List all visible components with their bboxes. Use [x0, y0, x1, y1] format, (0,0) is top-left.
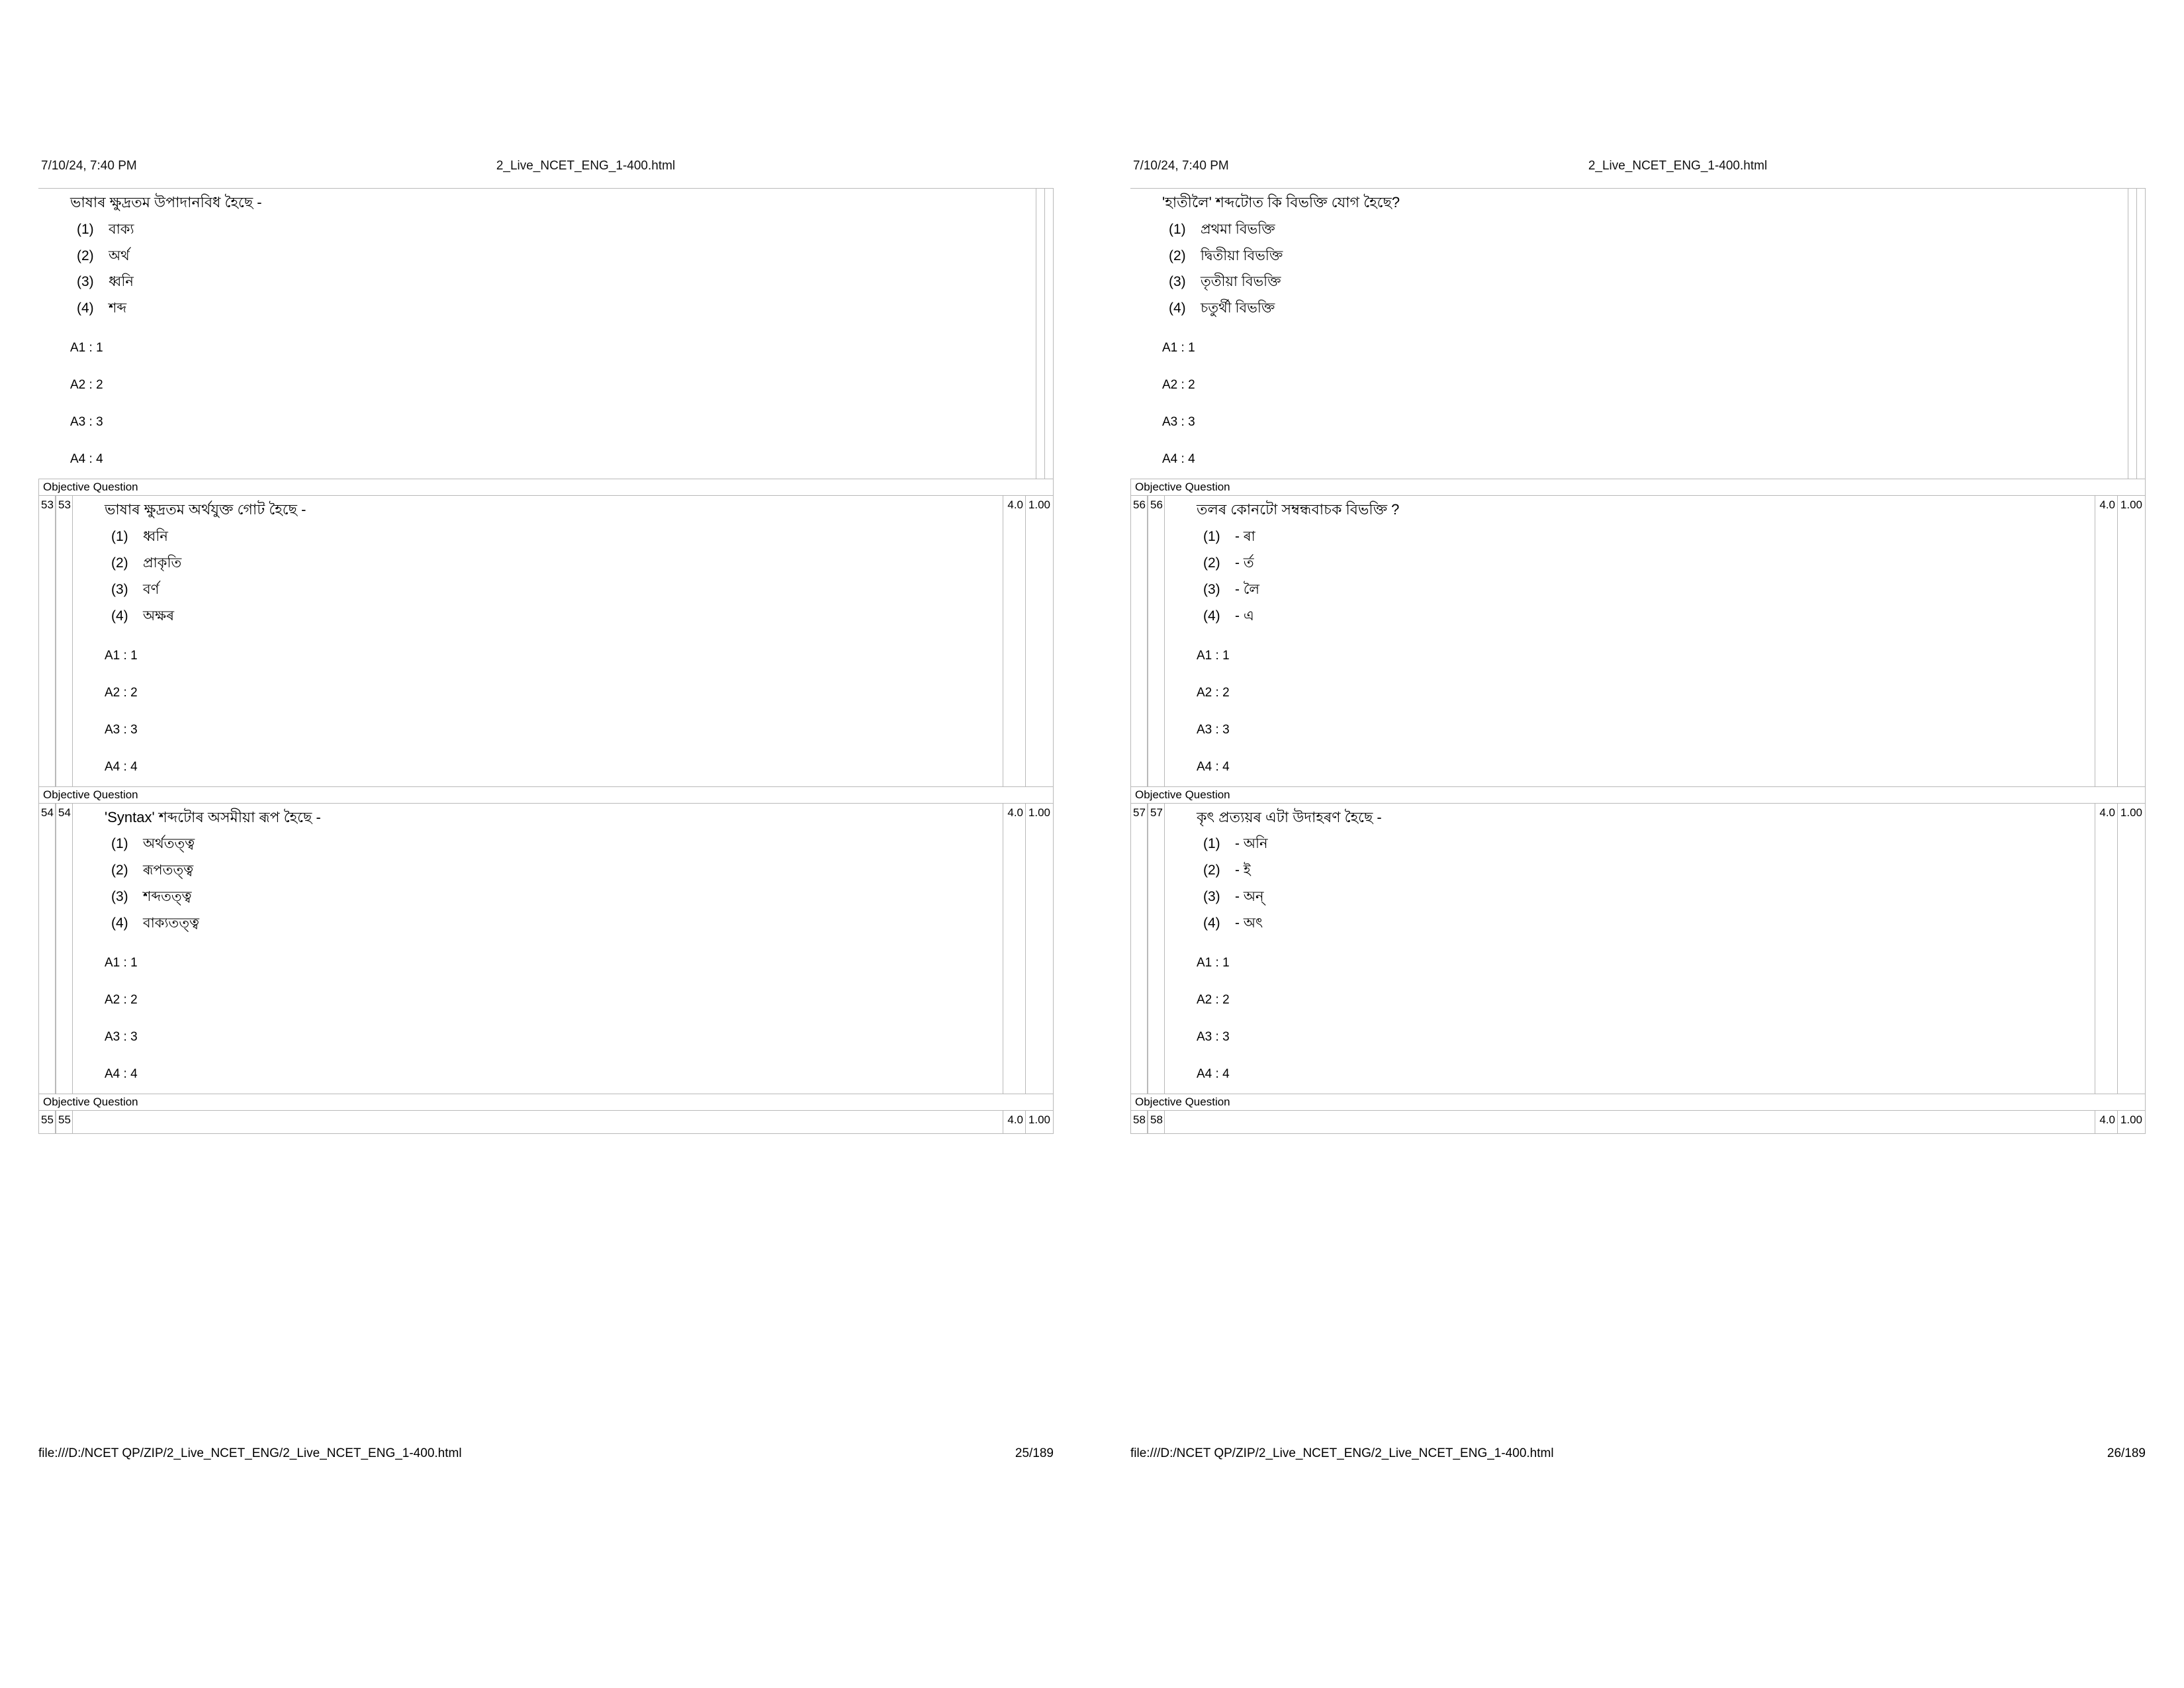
option-item[interactable] — [1169, 216, 2121, 243]
question-number-right: 55 — [56, 1111, 73, 1133]
option-text: - অন্ — [1235, 888, 1264, 904]
header-date: 7/10/24, 7:40 PM — [1133, 159, 1229, 173]
option-text: ধ্বনি — [143, 528, 168, 544]
option-index: (1) — [111, 836, 128, 852]
question-right-gutter-2 — [1045, 189, 1054, 479]
option-item[interactable] — [1203, 603, 2088, 630]
answer-item: A2 : 2 — [1197, 685, 1230, 700]
option-index: (3) — [77, 274, 94, 290]
option-text: চতুৰ্থী বিভক্তি — [1201, 301, 1275, 316]
option-index: (1) — [111, 528, 128, 544]
question-content — [1165, 496, 2095, 786]
option-list — [1203, 524, 2088, 630]
option-index: (1) — [1169, 221, 1186, 237]
option-item[interactable] — [1203, 884, 2088, 910]
question-block-55-stub — [38, 1111, 1054, 1134]
option-item[interactable] — [111, 910, 996, 937]
answer-item: A4 : 4 — [70, 452, 103, 467]
question-right-gutter-2 — [2137, 189, 2146, 479]
question-content — [73, 1111, 1003, 1133]
option-text: বাক্যতত্ত্ব — [143, 915, 200, 931]
question-text: তলৰ কোনটো সম্বন্ধবাচক বিভক্তি ? — [1197, 501, 1400, 518]
question-number-left: 57 — [1130, 804, 1148, 1094]
option-text: - অৎ — [1235, 915, 1263, 931]
objective-question-label: Objective Question — [38, 479, 1054, 496]
question-right-gutter — [1036, 189, 1045, 479]
answer-item: A3 : 3 — [105, 722, 138, 737]
answer-item: A3 : 3 — [1197, 722, 1230, 737]
option-list — [77, 216, 1029, 322]
answer-item: A2 : 2 — [105, 685, 138, 700]
question-marks: 4.0 — [2095, 496, 2118, 786]
page-header — [38, 159, 1054, 179]
option-text: ৰূপতত্ত্ব — [143, 863, 194, 878]
question-marks: 4.0 — [1003, 1111, 1026, 1133]
answer-item: A1 : 1 — [1197, 955, 1230, 970]
page-footers — [0, 1446, 2184, 1461]
option-index: (4) — [77, 301, 94, 316]
question-text: 'Syntax' শব্দটোৰ অসমীয়া ৰূপ হৈছে - — [105, 808, 321, 825]
option-item[interactable] — [111, 524, 996, 550]
answer-item: A4 : 4 — [105, 1066, 138, 1081]
page-footer-1 — [0, 1446, 1092, 1461]
answer-list — [1197, 649, 2088, 773]
answer-item: A1 : 1 — [70, 341, 103, 355]
option-index: (2) — [1203, 555, 1220, 571]
option-item[interactable] — [1203, 831, 2088, 857]
option-text: শব্দ — [109, 301, 127, 316]
answer-list — [1197, 957, 2088, 1080]
option-text: - এ — [1235, 608, 1254, 624]
question-number-right: 56 — [1148, 496, 1165, 786]
option-text: শব্দতত্ত্ব — [143, 888, 192, 904]
question-content — [1165, 1111, 2095, 1133]
option-text: - লৈ — [1235, 581, 1259, 597]
question-block-57 — [1130, 804, 2146, 1094]
option-text: দ্বিতীয়া বিভক্তি — [1201, 248, 1283, 263]
question-text: ভাষাৰ ক্ষুদ্ৰতম অৰ্থযুক্ত গোট হৈছে - — [105, 501, 306, 518]
option-item[interactable] — [1169, 295, 2121, 322]
option-text: - ৰ্ত — [1235, 555, 1254, 571]
question-block-top — [1130, 189, 2146, 479]
option-item[interactable] — [111, 831, 996, 857]
option-index: (2) — [111, 863, 128, 878]
question-number-right: 58 — [1148, 1111, 1165, 1133]
option-text: প্ৰথমা বিভক্তি — [1201, 221, 1275, 237]
answer-item: A2 : 2 — [1162, 378, 1195, 393]
question-number-left: 55 — [38, 1111, 56, 1133]
question-block-53 — [38, 496, 1054, 786]
option-item[interactable] — [1203, 577, 2088, 603]
question-content — [1165, 804, 2095, 1094]
answer-item: A1 : 1 — [105, 648, 138, 663]
option-text: অৰ্থ — [109, 248, 130, 263]
question-number-right: 57 — [1148, 804, 1165, 1094]
option-index: (1) — [77, 221, 94, 237]
question-block-56 — [1130, 496, 2146, 786]
answer-item: A3 : 3 — [105, 1029, 138, 1044]
question-marks: 4.0 — [2095, 804, 2118, 1094]
option-item[interactable] — [111, 550, 996, 577]
answer-item: A2 : 2 — [1197, 992, 1230, 1007]
option-index: (2) — [111, 555, 128, 571]
question-content — [1130, 189, 2128, 479]
option-index: (4) — [1169, 301, 1186, 316]
answer-item: A4 : 4 — [1197, 759, 1230, 774]
question-weight: 1.00 — [1026, 496, 1054, 786]
option-index: (2) — [1169, 248, 1186, 263]
answer-item: A4 : 4 — [105, 759, 138, 774]
answer-item: A1 : 1 — [1162, 341, 1195, 355]
option-text: - ৰা — [1235, 528, 1255, 544]
page-body — [38, 188, 1054, 1134]
footer-page-number: 26/189 — [2107, 1446, 2146, 1460]
page-header — [1130, 159, 2146, 179]
question-weight: 1.00 — [1026, 804, 1054, 1094]
question-number-left: 54 — [38, 804, 56, 1094]
question-text: 'হাতীলৈ' শব্দটোত কি বিভক্তি যোগ হৈছে? — [1162, 194, 1400, 211]
option-text: তৃতীয়া বিভক্তি — [1201, 274, 1281, 290]
option-index: (4) — [111, 915, 128, 931]
question-weight: 1.00 — [2118, 804, 2146, 1094]
question-weight: 1.00 — [2118, 496, 2146, 786]
option-text: প্ৰাকৃতি — [143, 555, 182, 571]
objective-question-label: Objective Question — [38, 787, 1054, 804]
question-block-top — [38, 189, 1054, 479]
question-text: ভাষাৰ ক্ষুদ্ৰতম উপাদানবিধ হৈছে - — [70, 194, 262, 211]
option-item[interactable] — [111, 603, 996, 630]
document-page-1 — [0, 159, 1092, 1134]
option-list — [1203, 831, 2088, 937]
answer-item: A2 : 2 — [105, 992, 138, 1007]
option-text: - অনি — [1235, 836, 1268, 852]
objective-question-label: Objective Question — [1130, 787, 2146, 804]
footer-page-number: 25/189 — [1015, 1446, 1054, 1460]
option-index: (2) — [77, 248, 94, 263]
option-text: - ই — [1235, 863, 1251, 878]
question-text: কৃৎ প্ৰত্যয়ৰ এটা উদাহৰণ হৈছে - — [1197, 808, 1382, 825]
question-content — [38, 189, 1036, 479]
question-number-right: 53 — [56, 496, 73, 786]
option-index: (4) — [1203, 608, 1220, 624]
option-index: (3) — [1169, 274, 1186, 290]
option-item[interactable] — [77, 216, 1029, 243]
option-item[interactable] — [1203, 550, 2088, 577]
option-index: (2) — [1203, 863, 1220, 878]
question-content — [73, 804, 1003, 1094]
page-body — [1130, 188, 2146, 1134]
option-index: (3) — [111, 581, 128, 597]
answer-item: A4 : 4 — [1162, 452, 1195, 467]
objective-question-label: Objective Question — [38, 1094, 1054, 1111]
option-index: (1) — [1203, 528, 1220, 544]
question-weight: 1.00 — [2118, 1111, 2146, 1133]
option-index: (4) — [111, 608, 128, 624]
option-item[interactable] — [1203, 910, 2088, 937]
question-number-left: 56 — [1130, 496, 1148, 786]
option-index: (3) — [1203, 888, 1220, 904]
page-footer-2 — [1092, 1446, 2184, 1461]
question-marks: 4.0 — [1003, 804, 1026, 1094]
answer-list — [105, 957, 996, 1080]
option-item[interactable] — [77, 269, 1029, 295]
answer-item: A3 : 3 — [70, 415, 103, 430]
question-block-54 — [38, 804, 1054, 1094]
question-number-left: 53 — [38, 496, 56, 786]
option-text: বাক্য — [109, 221, 134, 237]
objective-question-label: Objective Question — [1130, 1094, 2146, 1111]
option-item[interactable] — [111, 884, 996, 910]
option-item[interactable] — [1203, 857, 2088, 884]
option-item[interactable] — [1203, 524, 2088, 550]
answer-item: A3 : 3 — [1197, 1029, 1230, 1044]
question-marks: 4.0 — [1003, 496, 1026, 786]
option-list — [1169, 216, 2121, 322]
header-title: 2_Live_NCET_ENG_1-400.html — [496, 159, 676, 173]
footer-file-path: file:///D:/NCET QP/ZIP/2_Live_NCET_ENG/2_Live_NCET_ENG_1-400.html — [38, 1446, 462, 1460]
option-text: বৰ্ণ — [143, 581, 159, 597]
question-right-gutter — [2128, 189, 2137, 479]
option-index: (3) — [1203, 581, 1220, 597]
objective-question-label: Objective Question — [1130, 479, 2146, 496]
option-text: অক্ষৰ — [143, 608, 175, 624]
option-text: ধ্বনি — [109, 274, 134, 290]
question-content — [73, 496, 1003, 786]
answer-item: A1 : 1 — [105, 955, 138, 970]
option-item[interactable] — [1169, 269, 2121, 295]
option-item[interactable] — [111, 857, 996, 884]
answer-item: A2 : 2 — [70, 378, 103, 393]
option-list — [111, 831, 996, 937]
footer-file-path: file:///D:/NCET QP/ZIP/2_Live_NCET_ENG/2_Live_NCET_ENG_1-400.html — [1130, 1446, 1554, 1460]
answer-item: A3 : 3 — [1162, 415, 1195, 430]
answer-list — [70, 342, 1029, 465]
answer-list — [105, 649, 996, 773]
option-text: অৰ্থতত্ত্ব — [143, 836, 195, 852]
option-list — [111, 524, 996, 630]
answer-list — [1162, 342, 2121, 465]
answer-item: A1 : 1 — [1197, 648, 1230, 663]
option-item[interactable] — [77, 243, 1029, 269]
document-page-2 — [1092, 159, 2184, 1134]
question-weight: 1.00 — [1026, 1111, 1054, 1133]
question-number-left: 58 — [1130, 1111, 1148, 1133]
question-number-right: 54 — [56, 804, 73, 1094]
header-title: 2_Live_NCET_ENG_1-400.html — [1588, 159, 1768, 173]
option-index: (1) — [1203, 836, 1220, 852]
question-block-58-stub — [1130, 1111, 2146, 1134]
option-item[interactable] — [1169, 243, 2121, 269]
option-index: (3) — [111, 888, 128, 904]
option-index: (4) — [1203, 915, 1220, 931]
header-date: 7/10/24, 7:40 PM — [41, 159, 137, 173]
option-item[interactable] — [77, 295, 1029, 322]
answer-item: A4 : 4 — [1197, 1066, 1230, 1081]
option-item[interactable] — [111, 577, 996, 603]
question-marks: 4.0 — [2095, 1111, 2118, 1133]
